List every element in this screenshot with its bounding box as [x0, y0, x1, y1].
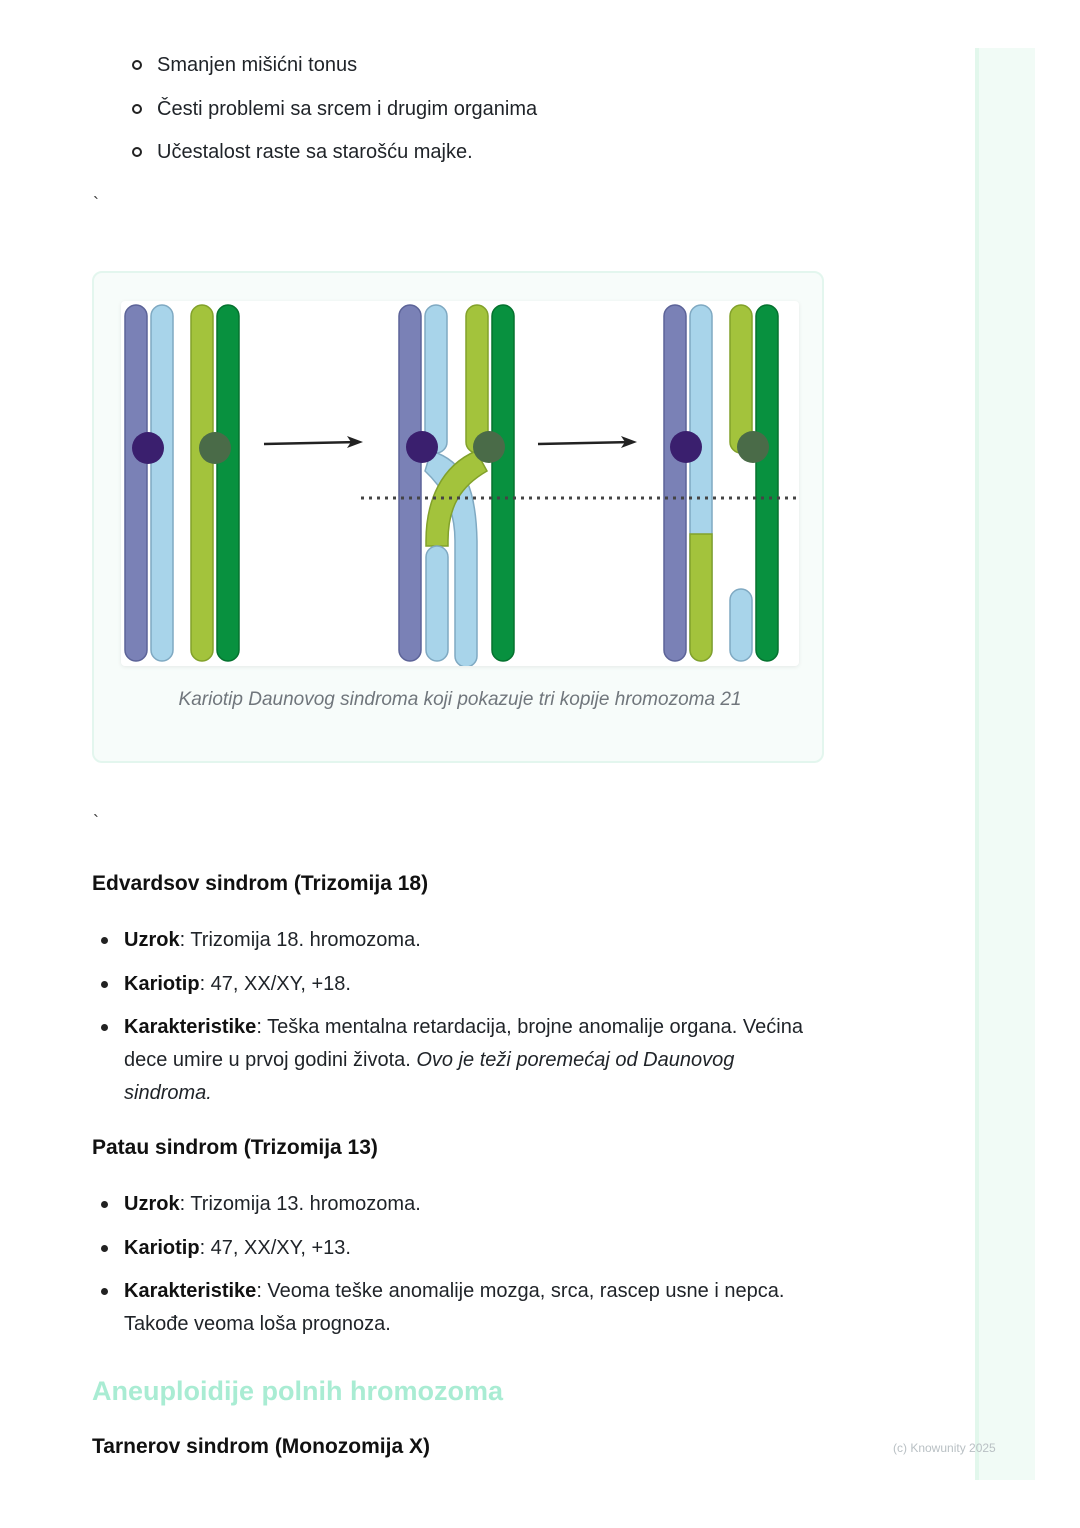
backtick-mark: `	[93, 194, 99, 214]
chromosome-light-green	[730, 305, 752, 453]
top-sub-list	[132, 50, 537, 181]
list-item: Česti problemi sa srcem i drugim organima	[132, 94, 537, 138]
list-item: Učestalost raste sa starošću majke.	[132, 137, 537, 181]
arrow-icon	[264, 442, 359, 444]
chromosome-diagram	[121, 301, 799, 666]
chromosome-dark-blue	[125, 305, 147, 661]
patau-list	[100, 1188, 820, 1352]
chromosome-dark-green	[217, 305, 239, 661]
list-item: Kariotip: 47, XX/XY, +13.	[100, 1232, 820, 1265]
figure-caption: Kariotip Daunovog sindroma koji pokazuje tri kopije hromozoma 21	[178, 689, 742, 710]
ring-bullet-icon	[132, 60, 142, 70]
ring-bullet-icon	[132, 104, 142, 114]
side-strip	[975, 48, 1035, 1480]
chromosome-light-green	[191, 305, 213, 661]
centromere	[670, 431, 702, 463]
chromosome-fragment	[730, 589, 752, 661]
chromosome-dark-green	[492, 305, 514, 661]
sex-chromosome-heading: Aneuploidije polnih hromozoma	[92, 1376, 503, 1406]
centromere	[406, 431, 438, 463]
patau-heading: Patau sindrom (Trizomija 13)	[92, 1136, 378, 1159]
watermark: (c) Knowunity 2025	[893, 1441, 996, 1455]
list-item: Karakteristike: Teška mentalna retardacija, brojne anomalije organa. Većina dece umire u prvoj godini života. Ovo je teži poremećaj od Daunovog sindroma.	[100, 1011, 820, 1110]
edwards-heading: Edvardsov sindrom (Trizomija 18)	[92, 872, 429, 895]
chromosome-dark-green	[756, 305, 778, 661]
arrow-icon	[538, 442, 633, 444]
centromere	[199, 432, 231, 464]
list-item: Smanjen mišićni tonus	[132, 50, 537, 94]
list-item: Uzrok: Trizomija 13. hromozoma.	[100, 1188, 820, 1221]
backtick-mark: `	[93, 812, 99, 832]
centromere	[132, 432, 164, 464]
centromere	[473, 431, 505, 463]
chromosome-light-blue	[425, 305, 447, 453]
chromosome-light-blue	[151, 305, 173, 661]
edwards-list	[100, 924, 820, 1121]
list-item: Kariotip: 47, XX/XY, +18.	[100, 968, 820, 1001]
chromosome-translocation-svg	[121, 301, 799, 666]
figure-box	[92, 271, 824, 763]
chromosome-dark-blue	[399, 305, 421, 661]
translocated-segment	[690, 534, 712, 661]
centromere	[737, 431, 769, 463]
chromosome-light-blue-lower	[426, 546, 448, 661]
list-item: Karakteristike: Veoma teške anomalije mozga, srca, rascep usne i nepca. Takođe veoma loša prognoza.	[100, 1275, 820, 1341]
list-item: Uzrok: Trizomija 18. hromozoma.	[100, 924, 820, 957]
chromosome-light-green	[466, 305, 488, 453]
turner-heading: Tarnerov sindrom (Monozomija X)	[92, 1435, 430, 1458]
chromosome-dark-blue	[664, 305, 686, 661]
ring-bullet-icon	[132, 147, 142, 157]
